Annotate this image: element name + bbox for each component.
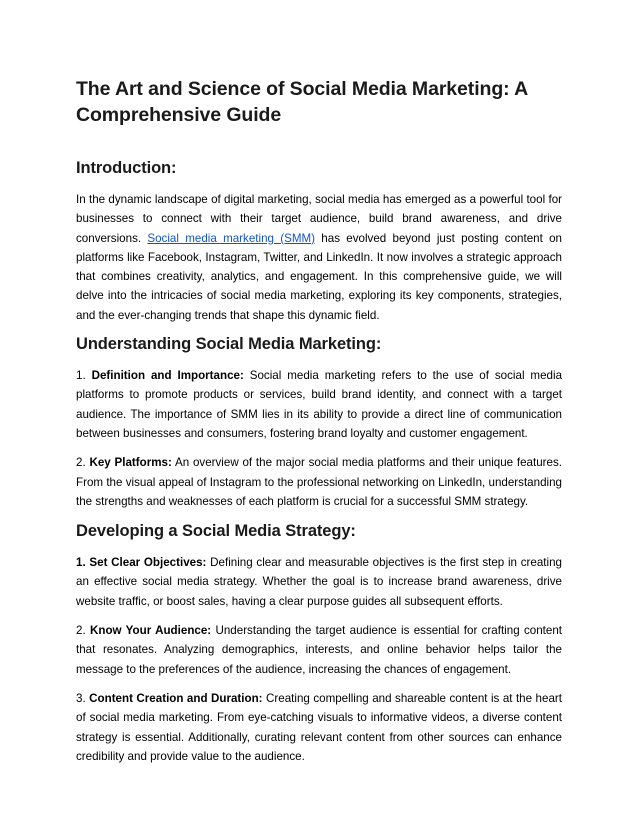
strategy-heading: Developing a Social Media Strategy: <box>76 522 356 541</box>
page-title: The Art and Science of Social Media Marketing: A Comprehensive Guide <box>76 78 528 126</box>
understanding-heading: Understanding Social Media Marketing: <box>76 335 382 354</box>
intro-text-before: In the dynamic landscape of digital marketing, social media has emerged as a powerful tool for businesses to connect with their target audience, build brand awareness, and drive conversions. <box>76 193 562 245</box>
item-number: 3. <box>76 691 90 705</box>
item-number: 2. <box>76 624 90 638</box>
item-label: Key Platforms: <box>89 456 172 470</box>
intro-text-after: has evolved beyond just posting content on platforms like Facebook, Instagram, Twitter, and LinkedIn. It now involves a strategic approach that combines creativity, analytics, and engagement. In this comprehensive guide, we will delve into the intricacies of social media marketing, exploring its key components, strategies, and the ever-changing trends that shape this dynamic field. <box>76 231 563 322</box>
item-text: Creating compelling and shareable content is at the heart of social media marketing. From eye-catching visuals to informative videos, a diverse content strategy is essential. Additionally, curating relevant content from other sources can enhance credibility and provide value to the audience. <box>76 691 562 763</box>
item-text: Social media marketing refers to the use of social media platforms to promote products or services, build brand identity, and connect with a target audience. The importance of SMM lies in its ability to provide a direct line of communication between businesses and consumers, fostering brand loyalty and customer engagement. <box>76 369 563 440</box>
item-number: 1. <box>76 369 92 383</box>
strategy-item-1 <box>76 553 562 611</box>
item-label: Definition and Importance: <box>91 369 244 383</box>
smm-link[interactable]: Social media marketing (SMM) <box>147 231 316 245</box>
intro-heading: Introduction: <box>76 159 177 177</box>
strategy-item-2 <box>76 621 562 679</box>
item-text: Understanding the target audience is essential for crafting content that resonates. Analyzing demographics, interests, and online behavior helps tailor the message to the preferences of the audience, increasing the chances of engagement. <box>76 624 563 676</box>
item-text: An overview of the major social media platforms and their unique features. From the visual appeal of Instagram to the professional networking on LinkedIn, understanding the strengths and weaknesses of each platform is crucial for a successful SMM strategy. <box>76 456 563 508</box>
understanding-item-1 <box>76 366 562 443</box>
understanding-item-2 <box>76 453 562 511</box>
item-label: Know Your Audience: <box>90 624 212 638</box>
item-text: Defining clear and measurable objectives is the first step in creating an effective social media strategy. Whether the goal is to increase brand awareness, drive website traffic, or boost sales, having a clear purpose guides all subsequent efforts. <box>76 556 562 608</box>
item-label: Content Creation and Duration: <box>89 691 263 705</box>
strategy-item-3 <box>76 689 562 766</box>
intro-paragraph <box>76 190 562 325</box>
item-number: 2. <box>76 456 90 470</box>
item-label: 1. Set Clear Objectives: <box>76 556 207 570</box>
